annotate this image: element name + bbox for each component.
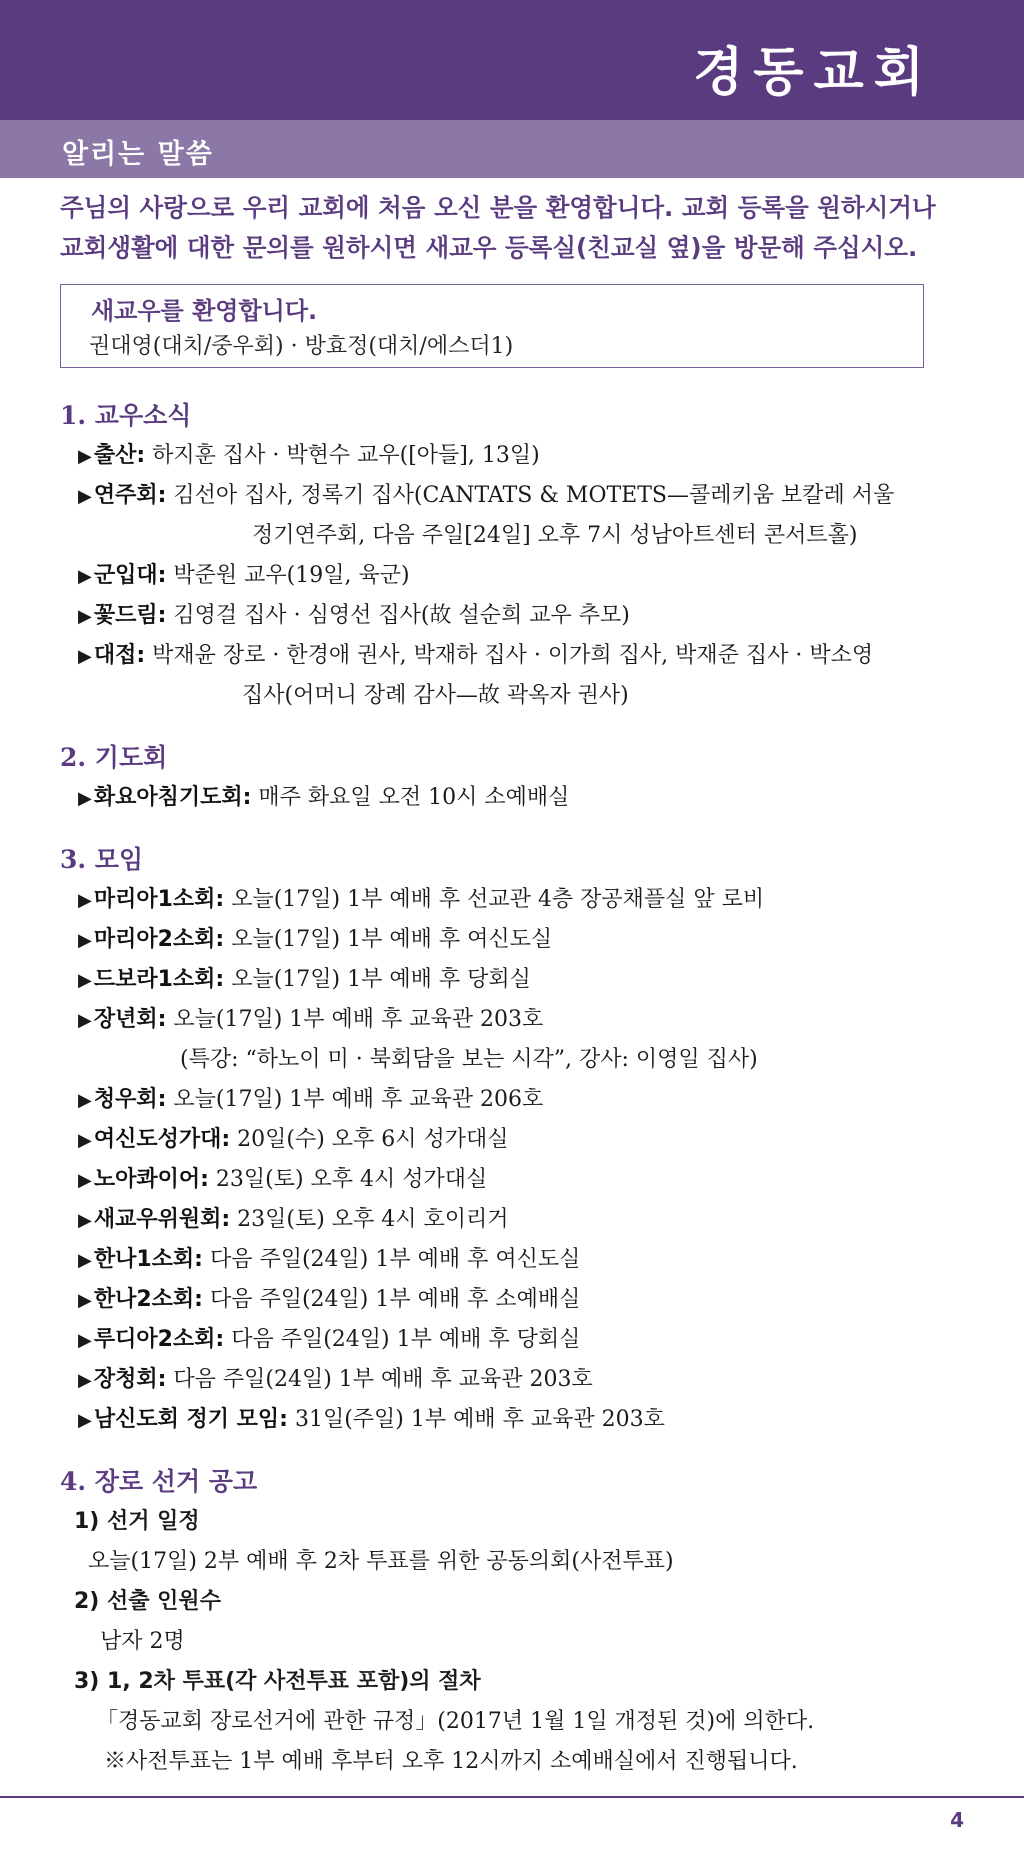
sub-body-3b: ※사전투표는 1부 예배 후부터 오후 12시까지 소예배실에서 진행됩니다. — [104, 1749, 798, 1774]
sub-title-3: 3) 1, 2차 투표(각 사전투표 포함)의 절차 — [74, 1669, 481, 1694]
header-band — [0, 0, 1024, 120]
section-title-4: 4. 장로 선거 공고 — [60, 1467, 258, 1496]
announcements — [60, 396, 980, 1782]
section-title-2: 2. 기도회 — [60, 743, 168, 772]
arrow-bullet-icon: ▶ — [78, 1410, 92, 1431]
arrow-bullet-icon: ▶ — [78, 970, 92, 991]
arrow-bullet-icon: ▶ — [78, 1130, 92, 1151]
list-item-continuation: (특강: “하노이 미 · 북회담을 보는 시각”, 강사: 이영일 집사) — [180, 1047, 758, 1072]
list-item-continuation: 정기연주회, 다음 주일[24일] 오후 7시 성남아트센터 콘서트홀) — [252, 523, 858, 548]
section-bar — [0, 120, 1024, 178]
section-title-3: 3. 모임 — [60, 845, 144, 874]
arrow-bullet-icon: ▶ — [78, 1330, 92, 1351]
intro-line-2: 교회생활에 대한 문의를 원하시면 새교우 등록실(친교실 옆)을 방문해 주십시오. — [60, 233, 918, 262]
list-item-continuation: 집사(어머니 장례 감사—故 곽옥자 권사) — [242, 683, 629, 708]
list-item: ▶한나2소회: 다음 주일(24일) 1부 예배 후 소예배실 — [78, 1287, 581, 1312]
arrow-bullet-icon: ▶ — [78, 1370, 92, 1391]
welcome-box — [60, 284, 924, 368]
arrow-bullet-icon: ▶ — [78, 446, 92, 467]
section-title-1: 1. 교우소식 — [60, 401, 192, 430]
sub-title-2: 2) 선출 인원수 — [74, 1589, 221, 1614]
list-item: ▶루디아2소회: 다음 주일(24일) 1부 예배 후 당회실 — [78, 1327, 581, 1352]
arrow-bullet-icon: ▶ — [78, 566, 92, 587]
welcome-title: 새교우를 환영합니다. — [91, 297, 318, 325]
arrow-bullet-icon: ▶ — [78, 606, 92, 627]
arrow-bullet-icon: ▶ — [78, 1290, 92, 1311]
arrow-bullet-icon: ▶ — [78, 930, 92, 951]
sub-title-1: 1) 선거 일정 — [74, 1509, 200, 1534]
list-item: ▶드보라1소회: 오늘(17일) 1부 예배 후 당회실 — [78, 967, 531, 992]
arrow-bullet-icon: ▶ — [78, 1090, 92, 1111]
intro-line-1: 주님의 사랑으로 우리 교회에 처음 오신 분을 환영합니다. 교회 등록을 원하시거나 — [60, 193, 936, 222]
sub-body-2: 남자 2명 — [100, 1629, 185, 1654]
welcome-names: 권대영(대치/중우회) · 방효정(대치/에스더1) — [89, 334, 514, 359]
arrow-bullet-icon: ▶ — [78, 1210, 92, 1231]
intro-paragraph — [60, 188, 980, 268]
arrow-bullet-icon: ▶ — [78, 1250, 92, 1271]
list-item: ▶새교우위원회: 23일(토) 오후 4시 호이리거 — [78, 1207, 509, 1232]
arrow-bullet-icon: ▶ — [78, 486, 92, 507]
list-item: ▶마리아1소회: 오늘(17일) 1부 예배 후 선교관 4층 장공채플실 앞 로비 — [78, 887, 765, 912]
footer-divider — [0, 1796, 1024, 1798]
church-logo-text: 경동교회 — [693, 43, 934, 103]
section-bar-title: 알리는 말씀 — [62, 139, 214, 170]
sub-body-1: 오늘(17일) 2부 예배 후 2차 투표를 위한 공동의회(사전투표) — [88, 1549, 674, 1574]
list-item: ▶꽃드림: 김영걸 집사 · 심영선 집사(故 설순희 교우 추모) — [78, 603, 630, 628]
list-item: ▶출산: 하지훈 집사 · 박현수 교우([아들], 13일) — [78, 443, 540, 468]
list-item: ▶여신도성가대: 20일(수) 오후 6시 성가대실 — [78, 1127, 509, 1152]
list-item: ▶화요아침기도회: 매주 화요일 오전 10시 소예배실 — [78, 785, 570, 810]
arrow-bullet-icon: ▶ — [78, 1010, 92, 1031]
list-item: ▶한나1소회: 다음 주일(24일) 1부 예배 후 여신도실 — [78, 1247, 581, 1272]
arrow-bullet-icon: ▶ — [78, 788, 92, 809]
list-item: ▶청우회: 오늘(17일) 1부 예배 후 교육관 206호 — [78, 1087, 544, 1112]
arrow-bullet-icon: ▶ — [78, 646, 92, 667]
list-item: ▶노아콰이어: 23일(토) 오후 4시 성가대실 — [78, 1167, 488, 1192]
arrow-bullet-icon: ▶ — [78, 1170, 92, 1191]
arrow-bullet-icon: ▶ — [78, 890, 92, 911]
sub-body-3a: 「경동교회 장로선거에 관한 규정」(2017년 1월 1일 개정된 것)에 의한다. — [96, 1709, 815, 1734]
list-item: ▶마리아2소회: 오늘(17일) 1부 예배 후 여신도실 — [78, 927, 553, 952]
list-item: ▶연주회: 김선아 집사, 정록기 집사(CANTATS & MOTETS—콜레키움 보칼레 서울 — [78, 483, 895, 508]
list-item: ▶남신도회 정기 모임: 31일(주일) 1부 예배 후 교육관 203호 — [78, 1407, 665, 1432]
list-item: ▶장년회: 오늘(17일) 1부 예배 후 교육관 203호 — [78, 1007, 544, 1032]
page-number: 4 — [950, 1808, 964, 1832]
list-item: ▶장청회: 다음 주일(24일) 1부 예배 후 교육관 203호 — [78, 1367, 593, 1392]
list-item: ▶군입대: 박준원 교우(19일, 육군) — [78, 563, 410, 588]
list-item: ▶대접: 박재윤 장로 · 한경애 권사, 박재하 집사 · 이가희 집사, 박재준 집사 · 박소영 — [78, 643, 874, 668]
